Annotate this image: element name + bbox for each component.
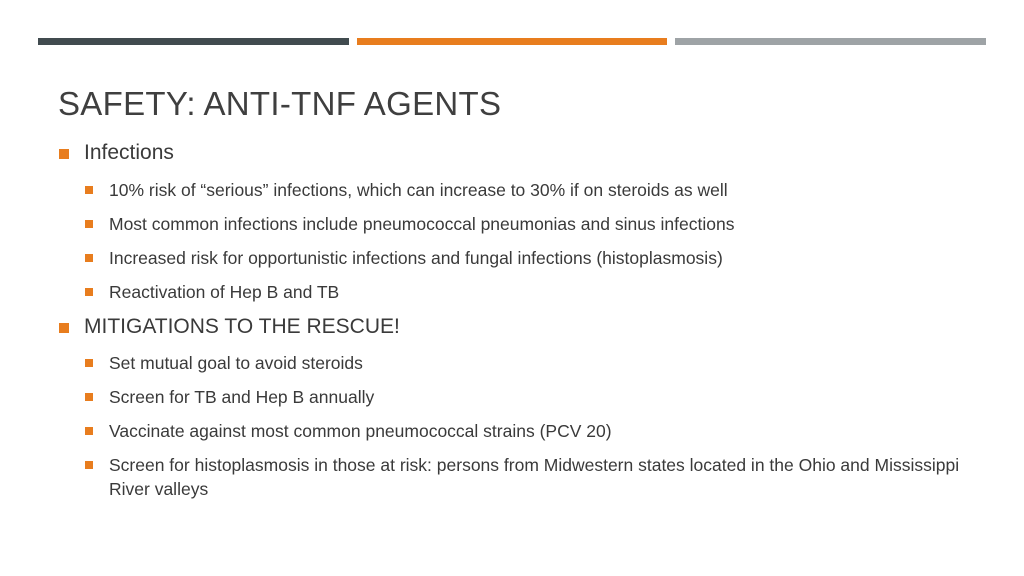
top-bar-dark [38,38,349,45]
top-bar-gray [675,38,986,45]
square-bullet-icon [59,323,69,333]
square-bullet-icon [85,359,93,367]
slide-content [58,140,988,501]
section-heading-infections [58,140,988,166]
square-bullet-icon [85,186,93,194]
list-item: Set mutual goal to avoid steroids [58,351,988,375]
square-bullet-icon [85,427,93,435]
list-item: 10% risk of “serious” infections, which can increase to 30% if on steroids as well [58,178,988,202]
top-bar-orange [357,38,667,45]
list-item: Screen for TB and Hep B annually [58,385,988,409]
list-item: Most common infections include pneumococcal pneumonias and sinus infections [58,212,988,236]
decorative-top-bars [38,38,986,45]
section-heading-label: MITIGATIONS TO THE RESCUE! [84,315,400,338]
list-item: Screen for histoplasmosis in those at risk: persons from Midwestern states located in the Ohio and Mississippi River valleys [58,453,988,501]
list-item: Vaccinate against most common pneumococcal strains (PCV 20) [58,419,988,443]
square-bullet-icon [85,254,93,262]
square-bullet-icon [59,149,69,159]
square-bullet-icon [85,393,93,401]
square-bullet-icon [85,288,93,296]
square-bullet-icon [85,220,93,228]
section-heading-mitigations [58,314,988,340]
square-bullet-icon [85,461,93,469]
section-heading-label: Infections [84,141,174,164]
list-item: Reactivation of Hep B and TB [58,280,988,304]
slide-title: SAFETY: ANTI-TNF AGENTS [58,85,502,122]
list-item: Increased risk for opportunistic infections and fungal infections (histoplasmosis) [58,246,988,270]
